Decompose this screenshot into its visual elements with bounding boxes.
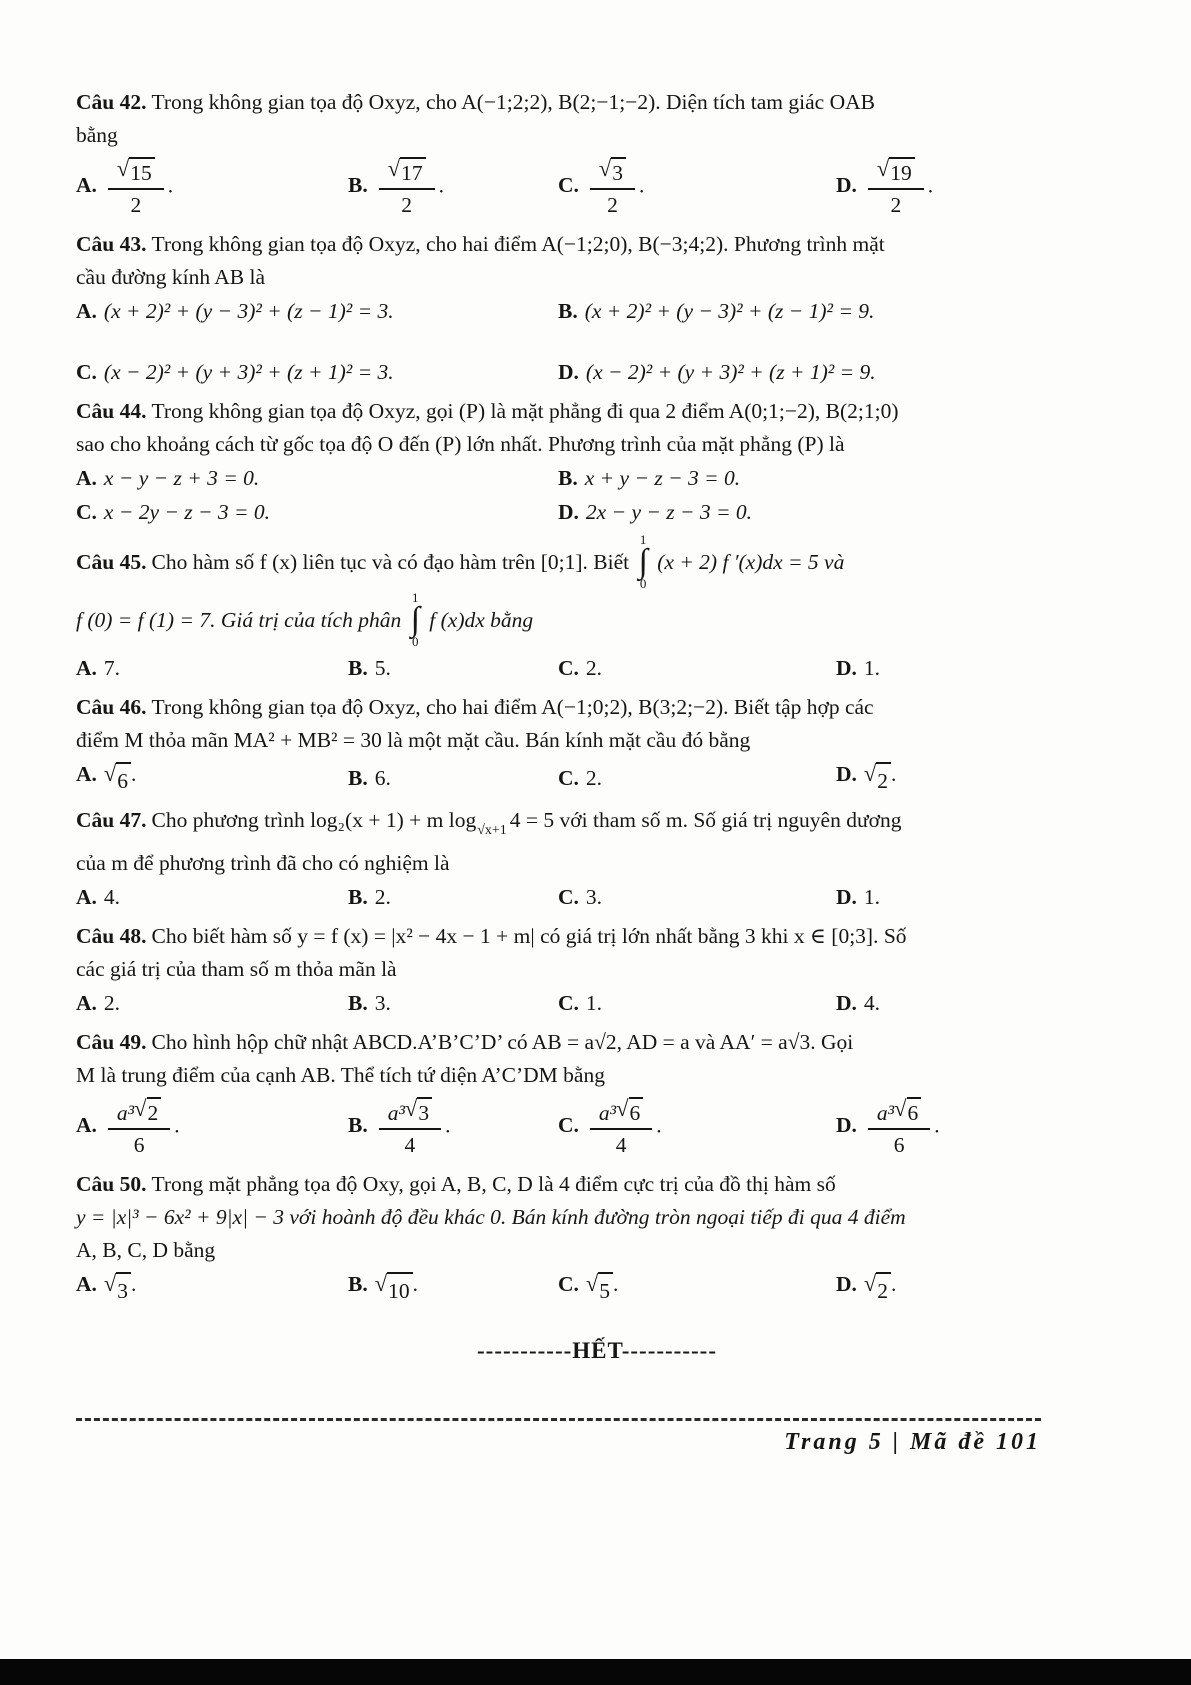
option-tail: .	[927, 173, 934, 198]
question-stem	[76, 86, 1118, 119]
option-label: D.	[836, 656, 857, 680]
option-b	[348, 1268, 558, 1308]
integral-upper-bound: 1	[639, 532, 647, 547]
option-value: 1.	[863, 885, 881, 909]
options-row	[76, 652, 1118, 685]
option-value: 2.	[103, 991, 121, 1015]
option-tail: .	[131, 1272, 137, 1296]
options-row	[76, 881, 1118, 914]
option-tail: .	[167, 173, 174, 198]
option-value: 2.	[585, 656, 603, 680]
sqrt-symbol: √	[894, 1096, 907, 1121]
option-c	[558, 1093, 836, 1162]
stem-math: f (x)dx bằng	[429, 607, 534, 632]
option-value: 3.	[585, 885, 603, 909]
page-footer-area	[76, 1418, 1041, 1456]
option-label: C.	[558, 656, 579, 680]
options-row	[76, 1268, 1118, 1308]
option-c	[558, 153, 836, 222]
option-tail: .	[934, 1113, 940, 1138]
stem-text: Cho hình hộp chữ nhật ABCD.A’B’C’D’ có AB = a√2, AD = a và AA′ = a√3. Gọi	[151, 1030, 854, 1054]
option-equation: x − 2y − z − 3 = 0.	[103, 500, 271, 524]
integral-symbol: ∫	[410, 601, 420, 638]
sqrt-symbol: √	[134, 1096, 147, 1121]
sqrt-radical	[599, 157, 626, 186]
radicand: 2	[876, 762, 891, 798]
denominator: 2	[890, 193, 902, 217]
option-label: D.	[558, 360, 579, 384]
option-label: A.	[76, 656, 97, 680]
option-a	[76, 881, 348, 914]
question-stem	[76, 395, 1118, 428]
fraction	[108, 157, 164, 218]
denominator: 2	[130, 193, 142, 217]
radicand: 2	[876, 1272, 891, 1308]
option-d	[836, 1093, 1118, 1162]
option-tail: .	[613, 1272, 619, 1296]
option-d	[836, 153, 1118, 222]
option-label: B.	[348, 173, 368, 198]
option-tail: .	[891, 1272, 897, 1296]
radicand: 6	[629, 1097, 644, 1126]
options-row	[76, 758, 1118, 798]
option-d	[558, 356, 1118, 389]
option-label: C.	[558, 991, 579, 1015]
option-a	[76, 295, 558, 328]
option-label: A.	[76, 299, 97, 323]
integral-lower-bound: 0	[411, 634, 419, 649]
option-a	[76, 652, 348, 685]
stem-text: Trong không gian tọa độ Oxyz, cho hai điểm A(−1;0;2), B(3;2;−2). Biết tập hợp các	[151, 695, 874, 719]
question-stem	[76, 804, 1118, 847]
option-label: B.	[348, 765, 368, 790]
stem-math-line: y = |x|³ − 6x² + 9|x| − 3 với hoành độ đều khác 0. Bán kính đường tròn ngoại tiếp đi qua 4 điểm	[76, 1205, 906, 1229]
sqrt-symbol: √	[387, 156, 401, 181]
option-equation: (x − 2)² + (y + 3)² + (z + 1)² = 9.	[585, 360, 876, 384]
option-c	[558, 881, 836, 914]
option-value: 1.	[863, 656, 881, 680]
option-value: 3.	[374, 991, 391, 1015]
question-48	[76, 920, 1118, 1020]
option-label: A.	[76, 762, 97, 786]
option-equation: 2x − y − z − 3 = 0.	[585, 500, 753, 524]
option-label: A.	[76, 173, 97, 198]
option-label: B.	[348, 885, 368, 909]
fraction	[590, 1097, 652, 1158]
radicand: 6	[907, 1097, 922, 1126]
option-label: C.	[558, 765, 579, 790]
numerator-coefficient: a³	[387, 1101, 405, 1125]
option-label: D.	[836, 173, 857, 198]
option-label: C.	[558, 173, 579, 198]
option-b	[558, 462, 1118, 495]
option-tail: .	[656, 1113, 662, 1138]
option-tail: .	[438, 173, 444, 198]
option-value: 1.	[585, 991, 603, 1015]
radicand: 3	[611, 157, 626, 186]
integral-symbol: ∫	[638, 543, 648, 580]
question-number: Câu 44.	[76, 399, 147, 423]
stem-text: Cho phương trình log₂(x + 1) + m log	[151, 808, 477, 832]
fraction	[590, 157, 635, 218]
question-number: Câu 47.	[76, 808, 147, 832]
sqrt-radical	[864, 762, 891, 798]
question-number: Câu 42.	[76, 90, 147, 114]
question-number: Câu 43.	[76, 232, 147, 256]
question-number: Câu 49.	[76, 1030, 147, 1054]
option-label: B.	[558, 299, 578, 323]
sqrt-radical	[405, 1097, 432, 1126]
option-label: A.	[76, 1272, 97, 1296]
sqrt-symbol: √	[863, 1271, 877, 1296]
stem-text: 4 = 5 với tham số m. Số giá trị nguyên dương	[509, 808, 902, 832]
sqrt-radical	[894, 1097, 921, 1126]
stem-text-continued: điểm M thỏa mãn MA² + MB² = 30 là một mặt cầu. Bán kính mặt cầu đó bằng	[76, 728, 751, 752]
question-50	[76, 1168, 1118, 1308]
option-b	[558, 295, 1118, 328]
integral-upper-bound: 1	[411, 590, 419, 605]
options-row	[76, 356, 1118, 389]
option-d	[836, 881, 1118, 914]
question-stem	[76, 1026, 1118, 1059]
options-row	[76, 153, 1118, 222]
stem-text: Trong không gian tọa độ Oxyz, cho A(−1;2;2), B(2;−1;−2). Diện tích tam giác OAB	[151, 90, 875, 114]
option-value: 5.	[374, 656, 391, 680]
question-49	[76, 1026, 1118, 1162]
sqrt-symbol: √	[585, 1271, 599, 1296]
option-b	[348, 762, 558, 795]
question-number: Câu 48.	[76, 924, 147, 948]
option-d	[836, 1268, 1118, 1308]
question-stem	[76, 228, 1118, 261]
option-equation: x − y − z + 3 = 0.	[103, 466, 260, 490]
denominator: 4	[404, 1133, 416, 1157]
option-b	[348, 652, 558, 685]
option-value: 6.	[374, 765, 391, 790]
stem-text-continued: cầu đường kính AB là	[76, 265, 266, 289]
sqrt-radical	[616, 1097, 643, 1126]
option-equation: (x − 2)² + (y + 3)² + (z + 1)² = 3.	[103, 360, 394, 384]
stem-math: (x + 2) f ′(x)dx = 5 và	[657, 549, 845, 574]
footer-dashed-rule	[76, 1418, 1041, 1421]
stem-text-continued: M là trung điểm của cạnh AB. Thể tích tứ diện A’C’DM bằng	[76, 1063, 605, 1087]
option-label: A.	[76, 466, 97, 490]
option-label: C.	[76, 360, 97, 384]
denominator: 6	[133, 1133, 145, 1157]
option-b	[348, 987, 558, 1020]
question-stem	[76, 691, 1118, 724]
option-equation: (x + 2)² + (y − 3)² + (z − 1)² = 9.	[584, 299, 875, 323]
option-value: 2.	[585, 765, 603, 790]
fraction	[868, 157, 924, 218]
question-45	[76, 532, 1118, 685]
sqrt-radical	[375, 1272, 413, 1308]
numerator-coefficient: a³	[598, 1101, 617, 1125]
exam-content	[76, 86, 1118, 1367]
option-label: D.	[836, 885, 857, 909]
option-label: B.	[348, 656, 368, 680]
options-row	[76, 462, 1118, 495]
option-equation: x + y − z − 3 = 0.	[584, 466, 741, 490]
option-label: B.	[558, 466, 578, 490]
option-label: C.	[558, 885, 579, 909]
option-label: D.	[836, 1113, 857, 1138]
question-number: Câu 46.	[76, 695, 147, 719]
option-c	[558, 762, 836, 795]
question-46	[76, 691, 1118, 798]
option-tail: .	[445, 1113, 451, 1138]
radicand: 19	[889, 157, 915, 186]
option-label: D.	[836, 762, 857, 786]
radicand: 15	[129, 157, 155, 186]
option-label: B.	[348, 991, 368, 1015]
question-number: Câu 45.	[76, 549, 147, 574]
option-b	[348, 1093, 558, 1162]
question-number: Câu 50.	[76, 1172, 147, 1196]
option-label: A.	[76, 991, 97, 1015]
options-row	[76, 1093, 1118, 1162]
question-47	[76, 804, 1118, 914]
scan-artifact-bar	[0, 1659, 1191, 1685]
option-value: 4.	[103, 885, 121, 909]
stem-text: Trong không gian tọa độ Oxyz, gọi (P) là mặt phẳng đi qua 2 điểm A(0;1;−2), B(2;1;0)	[151, 399, 899, 423]
option-tail: .	[131, 762, 137, 786]
end-marker: -----------HẾT-----------	[477, 1338, 717, 1363]
option-c	[558, 652, 836, 685]
stem-text: Cho hàm số f (x) liên tục và có đạo hàm trên [0;1]. Biết	[151, 549, 630, 574]
fraction	[868, 1097, 930, 1158]
stem-text-continued: sao cho khoảng cách từ gốc tọa độ O đến (P) lớn nhất. Phương trình của mặt phẳng (P) là	[76, 432, 845, 456]
option-tail: .	[891, 762, 897, 786]
stem-text-continued: các giá trị của tham số m thỏa mãn là	[76, 957, 397, 981]
stem-text: Trong không gian tọa độ Oxyz, cho hai điểm A(−1;2;0), B(−3;4;2). Phương trình mặt	[151, 232, 885, 256]
integral	[411, 591, 420, 649]
stem-text: Trong mặt phẳng tọa độ Oxy, gọi A, B, C, D là 4 điểm cực trị của đồ thị hàm số	[151, 1172, 836, 1196]
integral	[639, 533, 648, 591]
option-a	[76, 987, 348, 1020]
radicand: 17	[400, 157, 426, 186]
option-c	[76, 356, 558, 389]
option-value: 7.	[103, 656, 121, 680]
sqrt-radical	[134, 1097, 161, 1126]
option-a	[76, 153, 348, 222]
sqrt-radical	[586, 1272, 613, 1308]
question-44	[76, 395, 1118, 529]
stem-text-continued: bằng	[76, 123, 118, 147]
option-label: D.	[558, 500, 579, 524]
sqrt-radical	[104, 1272, 131, 1308]
fraction	[379, 157, 435, 218]
fraction	[108, 1097, 170, 1158]
option-value: 2.	[374, 885, 391, 909]
option-tail: .	[174, 1113, 180, 1138]
option-d	[836, 652, 1118, 685]
option-label: D.	[836, 991, 857, 1015]
fraction	[379, 1097, 441, 1158]
sqrt-symbol: √	[103, 761, 117, 786]
option-tail: .	[639, 173, 645, 198]
sqrt-symbol: √	[374, 1271, 388, 1296]
question-stem	[76, 532, 1118, 593]
radicand: 6	[116, 762, 131, 798]
option-d	[836, 758, 1118, 798]
sqrt-symbol: √	[116, 156, 130, 181]
stem-text-continued	[76, 590, 1118, 651]
option-b	[348, 881, 558, 914]
denominator: 6	[893, 1133, 905, 1157]
sqrt-radical	[864, 1272, 891, 1308]
sqrt-symbol: √	[404, 1096, 418, 1121]
denominator: 2	[607, 193, 618, 217]
sqrt-symbol: √	[616, 1096, 629, 1121]
sqrt-symbol: √	[103, 1271, 117, 1296]
question-stem	[76, 920, 1118, 953]
denominator: 2	[401, 193, 413, 217]
numerator-coefficient: a³	[116, 1101, 135, 1125]
sqrt-symbol: √	[598, 156, 612, 181]
options-row	[76, 987, 1118, 1020]
radicand: 3	[417, 1097, 432, 1126]
question-43	[76, 228, 1118, 389]
sqrt-symbol: √	[876, 156, 890, 181]
option-label: C.	[76, 500, 97, 524]
option-tail: .	[412, 1272, 418, 1296]
option-d	[558, 496, 1118, 529]
sqrt-radical	[877, 157, 915, 186]
option-label: D.	[836, 1272, 857, 1296]
sqrt-radical	[117, 157, 155, 186]
log-base-subscript: √x+1	[477, 823, 507, 838]
option-label: A.	[76, 1113, 97, 1138]
options-row	[76, 496, 1118, 529]
radicand: 2	[147, 1097, 162, 1126]
option-label: A.	[76, 885, 97, 909]
option-value: 4.	[863, 991, 881, 1015]
integral-lower-bound: 0	[639, 576, 647, 591]
stem-text-continued: A, B, C, D bằng	[76, 1238, 216, 1262]
page-number-label: Trang 5 | Mã đề 101	[784, 1429, 1041, 1455]
option-b	[348, 153, 558, 222]
option-c	[76, 496, 558, 529]
sqrt-radical	[388, 157, 426, 186]
question-stem	[76, 1168, 1118, 1201]
stem-text: Cho biết hàm số y = f (x) = |x² − 4x − 1 + m| có giá trị lớn nhất bằng 3 khi x ∈ [0;3]. Số	[151, 924, 907, 948]
denominator: 4	[615, 1133, 627, 1157]
option-c	[558, 987, 836, 1020]
radicand: 10	[387, 1272, 413, 1308]
numerator-coefficient: a³	[876, 1101, 895, 1125]
option-label: C.	[558, 1113, 579, 1138]
option-c	[558, 1268, 836, 1308]
option-label: B.	[348, 1272, 368, 1296]
option-a	[76, 1268, 348, 1308]
radicand: 5	[598, 1272, 613, 1308]
option-a	[76, 1093, 348, 1162]
sqrt-symbol: √	[863, 761, 877, 786]
option-d	[836, 987, 1118, 1020]
radicand: 3	[116, 1272, 131, 1308]
question-42	[76, 86, 1118, 222]
option-label: C.	[558, 1272, 579, 1296]
options-row	[76, 295, 1118, 328]
sqrt-radical	[104, 762, 131, 798]
stem-math: f (0) = f (1) = 7. Giá trị của tích phân	[76, 607, 402, 632]
option-label: B.	[348, 1113, 368, 1138]
stem-text-continued: của m để phương trình đã cho có nghiệm là	[76, 851, 450, 875]
option-a	[76, 758, 348, 798]
option-a	[76, 462, 558, 495]
option-equation: (x + 2)² + (y − 3)² + (z − 1)² = 3.	[103, 299, 394, 323]
